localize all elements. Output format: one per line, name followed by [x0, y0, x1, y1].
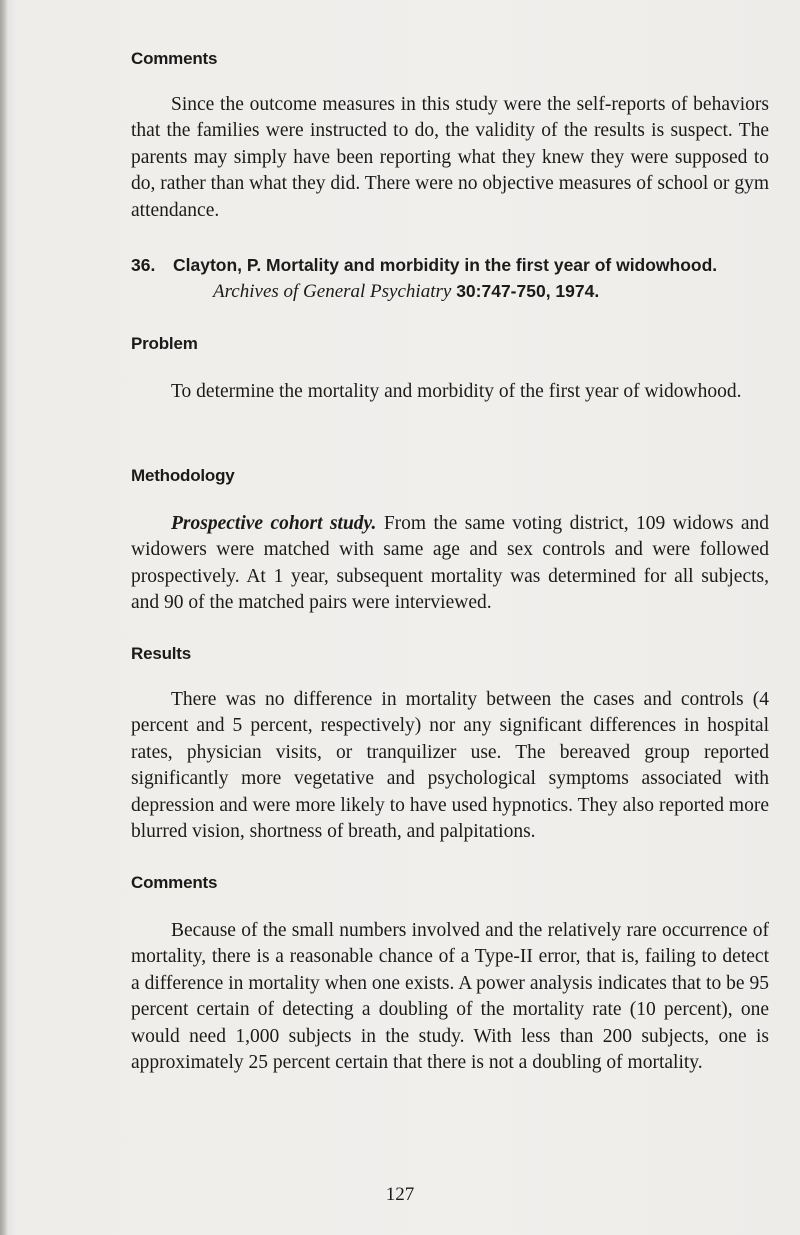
results-heading: Results — [131, 644, 192, 663]
methodology-heading: Methodology — [131, 466, 235, 485]
page-edge-shadow — [0, 0, 8, 1235]
results-paragraph: There was no difference in mortality between the cases and controls (4 percent and 5 percent, respectively) nor any significant differences in hospital rates, physician visits, or tranquilizer use. The bereaved group reported significantly more vegetative and psychological symptoms associated with depression and were more likely to have used hypnotics. They also reported more blurred vision, shortness of breath, and palpitations. — [131, 689, 769, 843]
citation-entry — [131, 252, 781, 305]
problem-paragraph: To determine the mortality and morbidity of the first year of widowhood. — [171, 381, 742, 402]
citation-authors-title: Clayton, P. Mortality and morbidity in the first year of widowhood. — [173, 255, 718, 275]
methodology-lead: Prospective cohort study. — [171, 513, 377, 534]
methodology-text: From the same voting district, 109 widows and widowers were matched with same age and sex controls and were followed prospectively. At 1 year, subsequent mortality was determined for all subjects, and 90 of the matched pairs were interviewed. — [131, 513, 770, 614]
citation-number: 36. — [131, 255, 156, 275]
citation-details: 30:747-750, 1974. — [456, 281, 600, 301]
problem-heading: Problem — [131, 334, 198, 353]
page-number: 127 — [385, 1184, 415, 1205]
citation-journal: Archives of General Psychiatry — [213, 281, 452, 302]
comments-paragraph-2: Because of the small numbers involved and the relatively rare occurrence of mortality, there is a reasonable chance of a Type-II error, that is, failing to detect a difference in mortality when one exists. A power analysis indicates that to be 95 percent certain of detecting a doubling of the mortality rate (10 percent), one would need 1,000 subjects in the study. With less than 200 subjects, one is approximately 25 percent certain that there is not a doubling of mortality. — [131, 920, 769, 1074]
comments-heading-1: Comments — [131, 49, 218, 68]
citation-source — [131, 278, 781, 305]
methodology-paragraph — [131, 511, 769, 617]
comments-paragraph-1: Since the outcome measures in this study were the self-reports of behaviors that the families were instructed to do, the validity of the results is suspect. The parents may simply have been reporting what they knew they were supposed to do, rather than what they did. There were no objective measures of school or gym attendance. — [131, 94, 769, 221]
comments-heading-2: Comments — [131, 873, 218, 892]
